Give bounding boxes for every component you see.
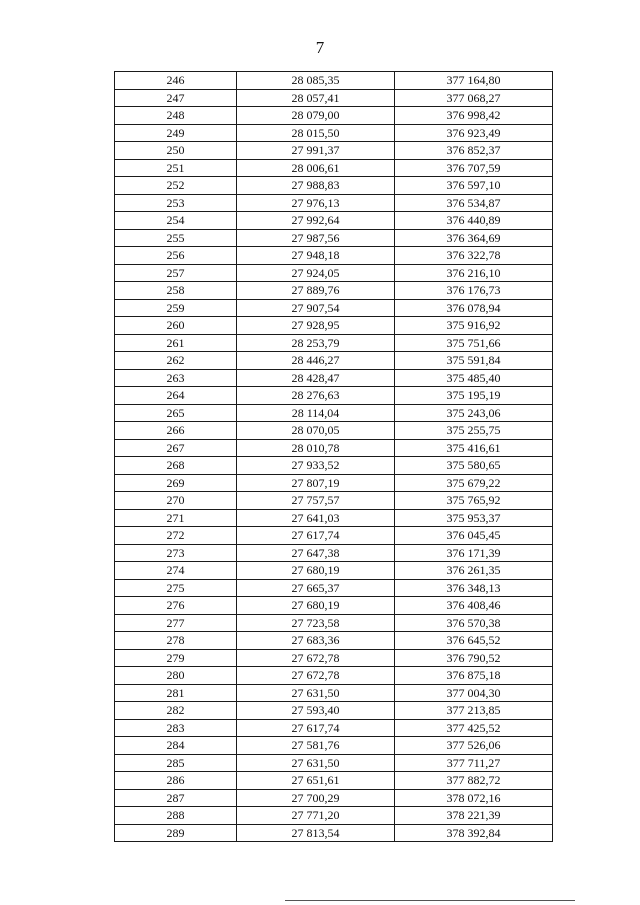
y-coordinate-cell: 376 597,10 xyxy=(395,177,553,195)
table-row xyxy=(115,142,553,160)
table-row xyxy=(115,387,553,405)
point-number-cell: 282 xyxy=(115,702,237,720)
table-row xyxy=(115,824,553,842)
y-coordinate-cell: 377 882,72 xyxy=(395,772,553,790)
y-coordinate-cell: 376 790,52 xyxy=(395,649,553,667)
point-number-cell: 271 xyxy=(115,509,237,527)
x-coordinate-cell: 27 680,19 xyxy=(237,597,395,615)
table-row xyxy=(115,369,553,387)
point-number-cell: 274 xyxy=(115,562,237,580)
point-number-cell: 275 xyxy=(115,579,237,597)
y-coordinate-cell: 376 707,59 xyxy=(395,159,553,177)
point-number-cell: 285 xyxy=(115,754,237,772)
point-number-cell: 273 xyxy=(115,544,237,562)
x-coordinate-cell: 27 700,29 xyxy=(237,789,395,807)
y-coordinate-cell: 377 068,27 xyxy=(395,89,553,107)
x-coordinate-cell: 27 723,58 xyxy=(237,614,395,632)
x-coordinate-cell: 27 948,18 xyxy=(237,247,395,265)
table-row xyxy=(115,807,553,825)
point-number-cell: 264 xyxy=(115,387,237,405)
x-coordinate-cell: 28 010,78 xyxy=(237,439,395,457)
x-coordinate-cell: 27 757,57 xyxy=(237,492,395,510)
x-coordinate-cell: 28 057,41 xyxy=(237,89,395,107)
y-coordinate-cell: 375 916,92 xyxy=(395,317,553,335)
x-coordinate-cell: 28 085,35 xyxy=(237,72,395,90)
table-row xyxy=(115,667,553,685)
table-row xyxy=(115,299,553,317)
table-row xyxy=(115,89,553,107)
x-coordinate-cell: 27 617,74 xyxy=(237,527,395,545)
table-row xyxy=(115,789,553,807)
x-coordinate-cell: 27 672,78 xyxy=(237,649,395,667)
x-coordinate-cell: 27 665,37 xyxy=(237,579,395,597)
point-number-cell: 257 xyxy=(115,264,237,282)
table-row xyxy=(115,579,553,597)
y-coordinate-cell: 377 004,30 xyxy=(395,684,553,702)
table-row xyxy=(115,772,553,790)
table-row xyxy=(115,562,553,580)
point-number-cell: 270 xyxy=(115,492,237,510)
x-coordinate-cell: 28 276,63 xyxy=(237,387,395,405)
point-number-cell: 272 xyxy=(115,527,237,545)
page-number: 7 xyxy=(315,38,325,57)
point-number-cell: 259 xyxy=(115,299,237,317)
table-row xyxy=(115,282,553,300)
x-coordinate-cell: 27 651,61 xyxy=(237,772,395,790)
table-row xyxy=(115,439,553,457)
y-coordinate-cell: 377 425,52 xyxy=(395,719,553,737)
x-coordinate-cell: 28 006,61 xyxy=(237,159,395,177)
coordinates-table xyxy=(114,71,553,842)
y-coordinate-cell: 376 534,87 xyxy=(395,194,553,212)
x-coordinate-cell: 27 641,03 xyxy=(237,509,395,527)
y-coordinate-cell: 376 570,38 xyxy=(395,614,553,632)
y-coordinate-cell: 378 392,84 xyxy=(395,824,553,842)
x-coordinate-cell: 27 928,95 xyxy=(237,317,395,335)
point-number-cell: 278 xyxy=(115,632,237,650)
table-row xyxy=(115,124,553,142)
y-coordinate-cell: 375 751,66 xyxy=(395,334,553,352)
y-coordinate-cell: 376 045,45 xyxy=(395,527,553,545)
x-coordinate-cell: 27 680,19 xyxy=(237,562,395,580)
table-row xyxy=(115,614,553,632)
table-row xyxy=(115,317,553,335)
table-row xyxy=(115,264,553,282)
y-coordinate-cell: 375 243,06 xyxy=(395,404,553,422)
table-row xyxy=(115,754,553,772)
x-coordinate-cell: 27 647,38 xyxy=(237,544,395,562)
y-coordinate-cell: 378 072,16 xyxy=(395,789,553,807)
table-row xyxy=(115,509,553,527)
point-number-cell: 249 xyxy=(115,124,237,142)
y-coordinate-cell: 376 078,94 xyxy=(395,299,553,317)
point-number-cell: 266 xyxy=(115,422,237,440)
point-number-cell: 284 xyxy=(115,737,237,755)
point-number-cell: 283 xyxy=(115,719,237,737)
y-coordinate-cell: 376 261,35 xyxy=(395,562,553,580)
x-coordinate-cell: 27 987,56 xyxy=(237,229,395,247)
point-number-cell: 280 xyxy=(115,667,237,685)
point-number-cell: 246 xyxy=(115,72,237,90)
y-coordinate-cell: 376 364,69 xyxy=(395,229,553,247)
table-row xyxy=(115,422,553,440)
point-number-cell: 269 xyxy=(115,474,237,492)
x-coordinate-cell: 27 976,13 xyxy=(237,194,395,212)
y-coordinate-cell: 376 998,42 xyxy=(395,107,553,125)
table-row xyxy=(115,194,553,212)
point-number-cell: 250 xyxy=(115,142,237,160)
y-coordinate-cell: 375 591,84 xyxy=(395,352,553,370)
table-row xyxy=(115,352,553,370)
x-coordinate-cell: 27 683,36 xyxy=(237,632,395,650)
x-coordinate-cell: 27 631,50 xyxy=(237,684,395,702)
x-coordinate-cell: 27 924,05 xyxy=(237,264,395,282)
y-coordinate-cell: 375 195,19 xyxy=(395,387,553,405)
table-row xyxy=(115,719,553,737)
x-coordinate-cell: 27 933,52 xyxy=(237,457,395,475)
y-coordinate-cell: 378 221,39 xyxy=(395,807,553,825)
x-coordinate-cell: 27 672,78 xyxy=(237,667,395,685)
table-row xyxy=(115,527,553,545)
y-coordinate-cell: 375 580,65 xyxy=(395,457,553,475)
point-number-cell: 258 xyxy=(115,282,237,300)
point-number-cell: 279 xyxy=(115,649,237,667)
y-coordinate-cell: 376 216,10 xyxy=(395,264,553,282)
point-number-cell: 267 xyxy=(115,439,237,457)
point-number-cell: 277 xyxy=(115,614,237,632)
x-coordinate-cell: 28 253,79 xyxy=(237,334,395,352)
x-coordinate-cell: 27 617,74 xyxy=(237,719,395,737)
x-coordinate-cell: 27 992,64 xyxy=(237,212,395,230)
point-number-cell: 263 xyxy=(115,369,237,387)
y-coordinate-cell: 377 213,85 xyxy=(395,702,553,720)
point-number-cell: 289 xyxy=(115,824,237,842)
x-coordinate-cell: 27 991,37 xyxy=(237,142,395,160)
y-coordinate-cell: 376 348,13 xyxy=(395,579,553,597)
table-row xyxy=(115,247,553,265)
x-coordinate-cell: 27 581,76 xyxy=(237,737,395,755)
point-number-cell: 288 xyxy=(115,807,237,825)
y-coordinate-cell: 376 322,78 xyxy=(395,247,553,265)
table-row xyxy=(115,159,553,177)
y-coordinate-cell: 376 645,52 xyxy=(395,632,553,650)
x-coordinate-cell: 27 771,20 xyxy=(237,807,395,825)
x-coordinate-cell: 28 070,05 xyxy=(237,422,395,440)
x-coordinate-cell: 27 889,76 xyxy=(237,282,395,300)
y-coordinate-cell: 376 923,49 xyxy=(395,124,553,142)
y-coordinate-cell: 375 679,22 xyxy=(395,474,553,492)
y-coordinate-cell: 376 408,46 xyxy=(395,597,553,615)
point-number-cell: 262 xyxy=(115,352,237,370)
table-row xyxy=(115,334,553,352)
point-number-cell: 265 xyxy=(115,404,237,422)
table-row xyxy=(115,212,553,230)
y-coordinate-cell: 376 176,73 xyxy=(395,282,553,300)
x-coordinate-cell: 27 907,54 xyxy=(237,299,395,317)
point-number-cell: 252 xyxy=(115,177,237,195)
point-number-cell: 247 xyxy=(115,89,237,107)
table-row xyxy=(115,177,553,195)
point-number-cell: 268 xyxy=(115,457,237,475)
table-row xyxy=(115,474,553,492)
y-coordinate-cell: 376 440,89 xyxy=(395,212,553,230)
point-number-cell: 260 xyxy=(115,317,237,335)
x-coordinate-cell: 27 593,40 xyxy=(237,702,395,720)
table-row xyxy=(115,72,553,90)
table-row xyxy=(115,649,553,667)
point-number-cell: 287 xyxy=(115,789,237,807)
x-coordinate-cell: 28 446,27 xyxy=(237,352,395,370)
table-row xyxy=(115,492,553,510)
point-number-cell: 254 xyxy=(115,212,237,230)
x-coordinate-cell: 28 428,47 xyxy=(237,369,395,387)
y-coordinate-cell: 375 765,92 xyxy=(395,492,553,510)
y-coordinate-cell: 377 711,27 xyxy=(395,754,553,772)
point-number-cell: 253 xyxy=(115,194,237,212)
point-number-cell: 251 xyxy=(115,159,237,177)
point-number-cell: 276 xyxy=(115,597,237,615)
y-coordinate-cell: 377 164,80 xyxy=(395,72,553,90)
table-row xyxy=(115,404,553,422)
y-coordinate-cell: 375 255,75 xyxy=(395,422,553,440)
x-coordinate-cell: 27 988,83 xyxy=(237,177,395,195)
point-number-cell: 286 xyxy=(115,772,237,790)
table-row xyxy=(115,737,553,755)
y-coordinate-cell: 375 953,37 xyxy=(395,509,553,527)
x-coordinate-cell: 27 813,54 xyxy=(237,824,395,842)
y-coordinate-cell: 376 171,39 xyxy=(395,544,553,562)
x-coordinate-cell: 27 631,50 xyxy=(237,754,395,772)
point-number-cell: 248 xyxy=(115,107,237,125)
y-coordinate-cell: 376 852,37 xyxy=(395,142,553,160)
x-coordinate-cell: 28 079,00 xyxy=(237,107,395,125)
table-row xyxy=(115,544,553,562)
y-coordinate-cell: 377 526,06 xyxy=(395,737,553,755)
bottom-divider xyxy=(285,900,575,901)
point-number-cell: 256 xyxy=(115,247,237,265)
table-row xyxy=(115,597,553,615)
table-row xyxy=(115,684,553,702)
table-row xyxy=(115,702,553,720)
y-coordinate-cell: 376 875,18 xyxy=(395,667,553,685)
y-coordinate-cell: 375 416,61 xyxy=(395,439,553,457)
y-coordinate-cell: 375 485,40 xyxy=(395,369,553,387)
x-coordinate-cell: 27 807,19 xyxy=(237,474,395,492)
point-number-cell: 261 xyxy=(115,334,237,352)
x-coordinate-cell: 28 015,50 xyxy=(237,124,395,142)
x-coordinate-cell: 28 114,04 xyxy=(237,404,395,422)
table-row xyxy=(115,632,553,650)
coordinates-table-body xyxy=(115,72,553,842)
point-number-cell: 255 xyxy=(115,229,237,247)
table-row xyxy=(115,457,553,475)
table-row xyxy=(115,107,553,125)
point-number-cell: 281 xyxy=(115,684,237,702)
table-row xyxy=(115,229,553,247)
